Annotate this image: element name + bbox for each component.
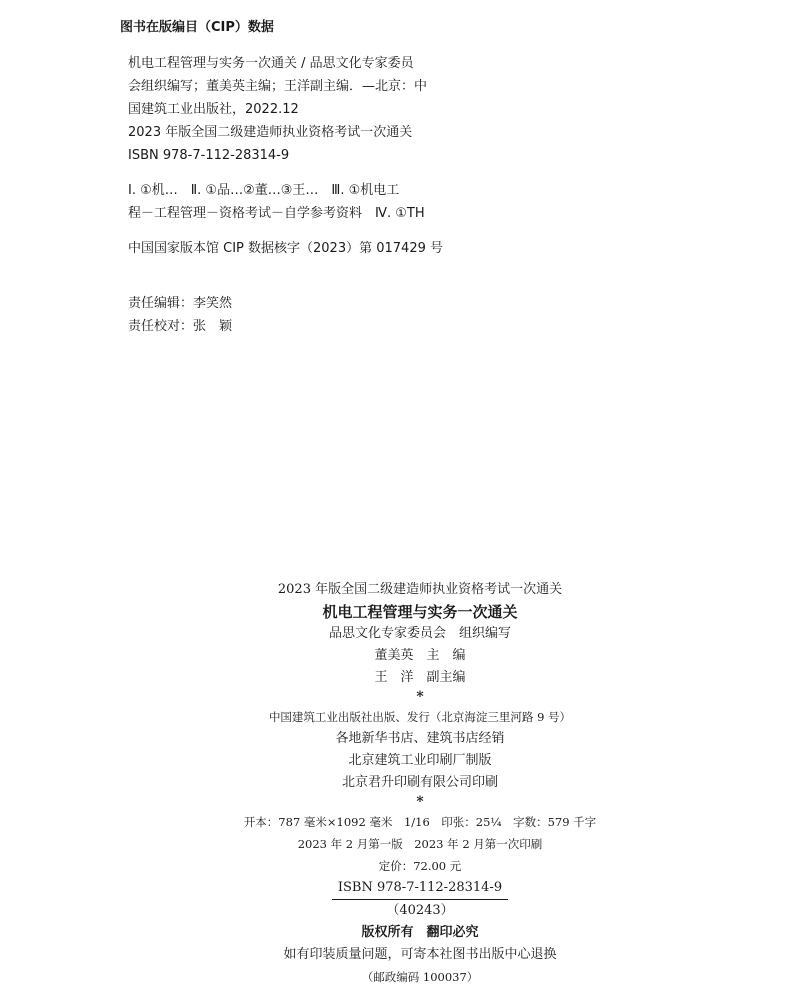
cip-line: 国建筑工业出版社，2022.12	[128, 102, 299, 117]
book-title: 机电工程管理与实务一次通关	[322, 603, 518, 621]
book-code: （40243）	[386, 903, 454, 918]
deputy-editor: 王 洋 副主编	[374, 670, 466, 685]
price-line: 定价：72.00 元	[378, 859, 462, 873]
cip-subject-line: Ⅰ. ①机… Ⅱ. ①品…②董…③王… Ⅲ. ①机电工	[128, 183, 400, 198]
rights-notice: 版权所有 翻印必究	[361, 925, 479, 940]
organizer: 品思文化专家委员会 组织编写	[328, 626, 511, 641]
typesetter-line: 北京建筑工业印刷厂制版	[348, 753, 492, 768]
cip-block	[120, 18, 508, 338]
distributor-line: 各地新华书店、建筑书店经销	[335, 731, 505, 746]
isbn-line: ISBN 978-7-112-28314-9	[332, 877, 508, 900]
cip-line: 会组织编写；董美英主编；王洋副主编．—北京：中	[128, 79, 428, 94]
cip-record	[128, 52, 508, 338]
return-notice: 如有印装质量问题，可寄本社图书出版中心退换	[283, 947, 557, 962]
publisher-line: 中国建筑工业出版社出版、发行（北京海淀三里河路 9 号）	[268, 710, 572, 724]
chief-editor: 董美英 主 编	[374, 648, 466, 663]
postcode: （邮政编码 100037）	[361, 970, 479, 984]
responsible-proofreader: 责任校对：张 颖	[128, 319, 233, 334]
responsible-editor: 责任编辑：李笑然	[128, 296, 233, 311]
cip-number: 中国国家版本馆 CIP 数据核字（2023）第 017429 号	[128, 241, 443, 256]
cip-heading: 图书在版编目（CIP）数据	[120, 20, 274, 35]
separator-star: *	[416, 794, 424, 810]
cip-subject-line: 程－工程管理－资格考试－自学参考资料 Ⅳ. ①TH	[128, 206, 425, 221]
cip-line: 2023 年版全国二级建造师执业资格考试一次通关	[128, 125, 413, 140]
separator-star: *	[416, 689, 424, 705]
format-line: 开本：787 毫米×1092 毫米 1/16 印张：25¼ 字数：579 千字	[243, 815, 597, 829]
edition-line: 2023 年 2 月第一版 2023 年 2 月第一次印刷	[297, 837, 543, 851]
cip-line: ISBN 978-7-112-28314-9	[128, 148, 290, 163]
series-title: 2023 年版全国二级建造师执业资格考试一次通关	[277, 582, 563, 597]
colophon-block	[230, 579, 610, 988]
printer-line: 北京君升印刷有限公司印刷	[341, 775, 498, 790]
cip-line: 机电工程管理与实务一次通关 / 品思文化专家委员	[128, 56, 414, 71]
